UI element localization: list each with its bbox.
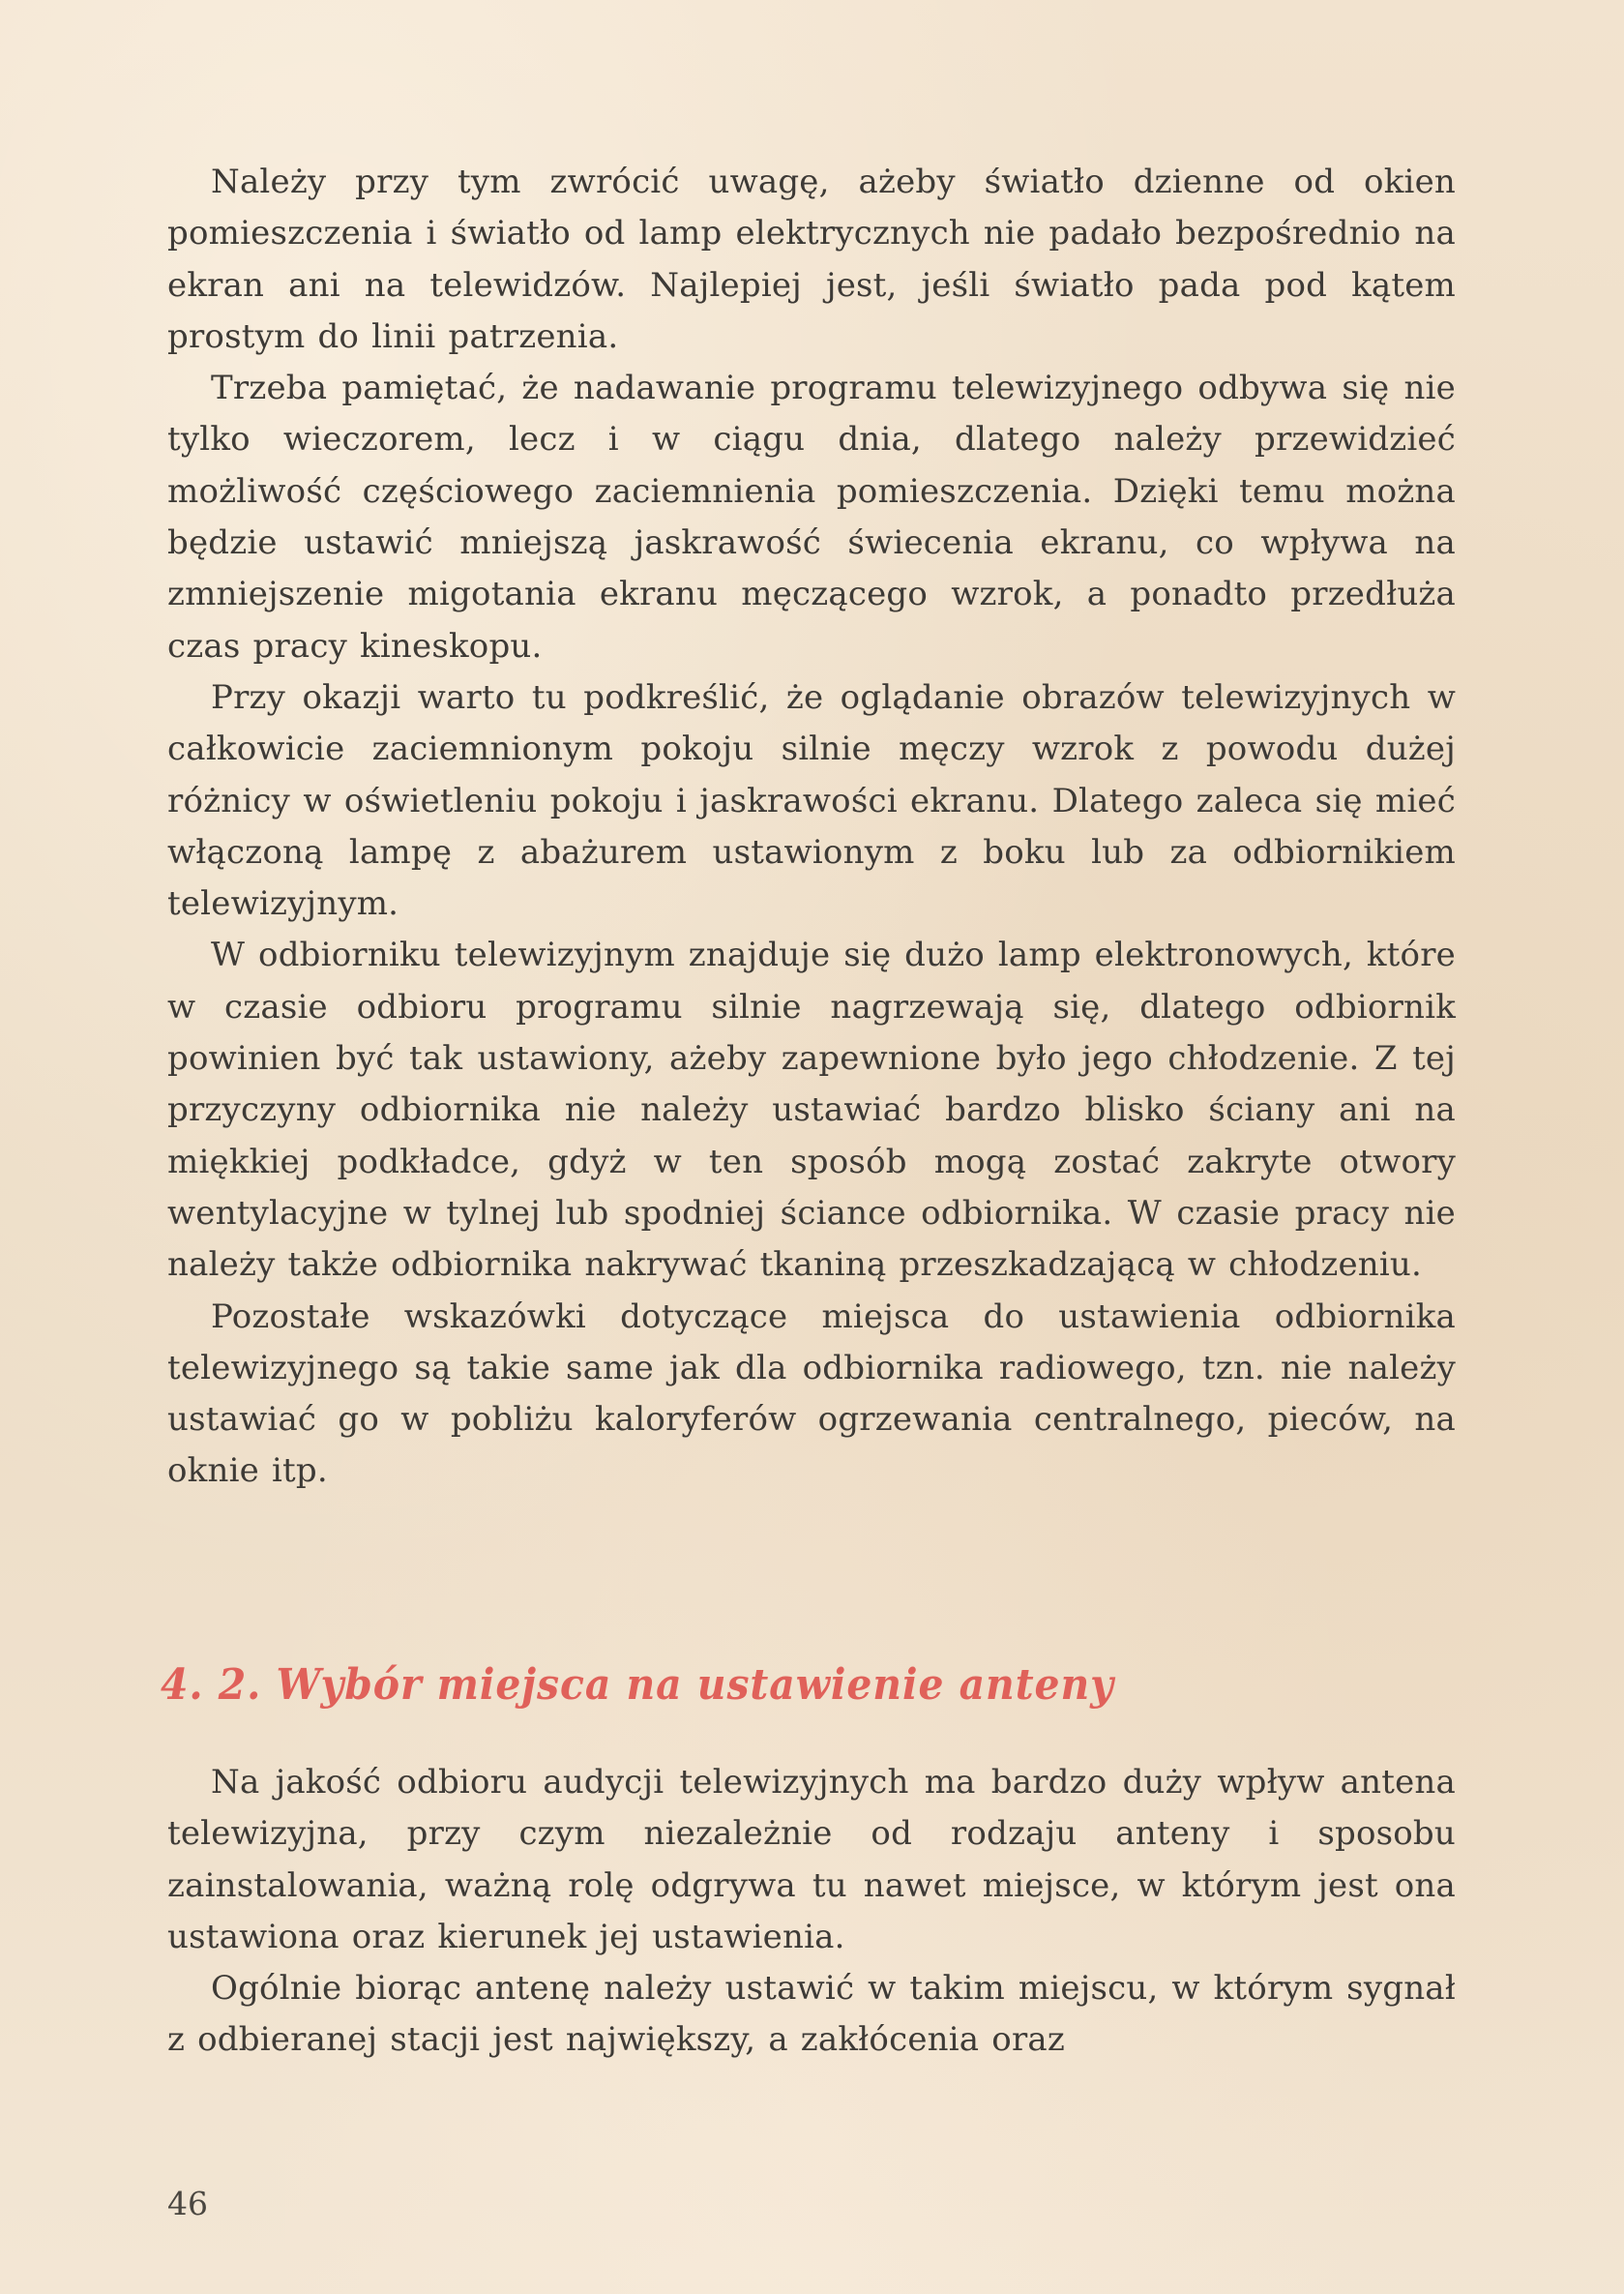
section-heading-antenna-placement: 4. 2. Wybór miejsca na ustawienie anteny [161,1660,1114,1710]
paragraph-other-guidelines: Pozostałe wskazówki dotyczące miejsca do ustawienia odbiornika telewizyjnego są takie same jak dla odbiornika radiowego, tzn. nie należy ustawiać go w pobliżu kaloryferów ogrzewania centralnego, pieców, na oknie itp. [167,1296,1456,1491]
body-text-section-tv-placement [167,157,1456,1498]
paragraph-antenna-influence: Na jakość odbioru audycji telewizyjnych ma bardzo duży wpływ antena telewizyjna, przy czym niezależnie od rodzaju anteny i sposobu zainstalowania, ważną rolę odgrywa tu nawet miejsce, w którym jest ona ustawiona oraz kierunek jej ustawienia. [167,1763,1456,1956]
paragraph-room-darkening: Trzeba pamiętać, że nadawanie programu telewizyjnego odbywa się nie tylko wieczorem, lecz i w ciągu dnia, dlatego należy przewidzieć możliwość częściowego zaciemnienia pomieszczenia. Dzięki temu można będzie ustawić mniejszą jaskrawość świecenia ekranu, co wpływa na zmniejszenie migotania ekranu męczącego wzrok, a ponadto przedłuża czas pracy kineskopu. [167,369,1456,666]
page-number: 46 [167,2185,208,2222]
paragraph-light-direction: Należy przy tym zwrócić uwagę, ażeby światło dzienne od okien pomieszczenia i światło od lamp elektrycznych nie padało bezpośrednio na ekran ani na telewidzów. Najlepiej jest, jeśli światło pada pod kątem prostym do linii patrzenia. [167,163,1456,356]
paragraph-cooling: W odbiorniku telewizyjnym znajduje się dużo lamp elektronowych, które w czasie odbioru programu silnie nagrzewają się, dlatego odbiornik powinien być tak ustawiony, ażeby zapewnione było jego chłodzenie. Z tej przyczyny odbiornika nie należy ustawiać bardzo blisko ściany ani na miękkiej podkładce, gdyż w ten sposób mogą zostać zakryte otwory wentylacyjne w tylnej lub spodniej ściance odbiornika. W czasie pracy nie należy także odbiornika nakrywać tkaniną przeszkadzającą w chłodzeniu. [167,936,1456,1285]
paragraph-antenna-location: Ogólnie biorąc antenę należy ustawić w takim miejscu, w którym sygnał z odbieranej stacji jest największy, a zakłócenia oraz [167,1969,1456,2060]
paragraph-eye-strain: Przy okazji warto tu podkreślić, że oglądanie obrazów telewizyjnych w całkowicie zaciemnionym pokoju silnie męczy wzrok z powodu dużej różnicy w oświetleniu pokoju i jaskrawości ekranu. Dlatego zaleca się mieć włączoną lampę z abażurem ustawionym z boku lub za odbiornikiem telewizyjnym. [167,677,1456,924]
body-text-section-antenna [167,1757,1456,2067]
